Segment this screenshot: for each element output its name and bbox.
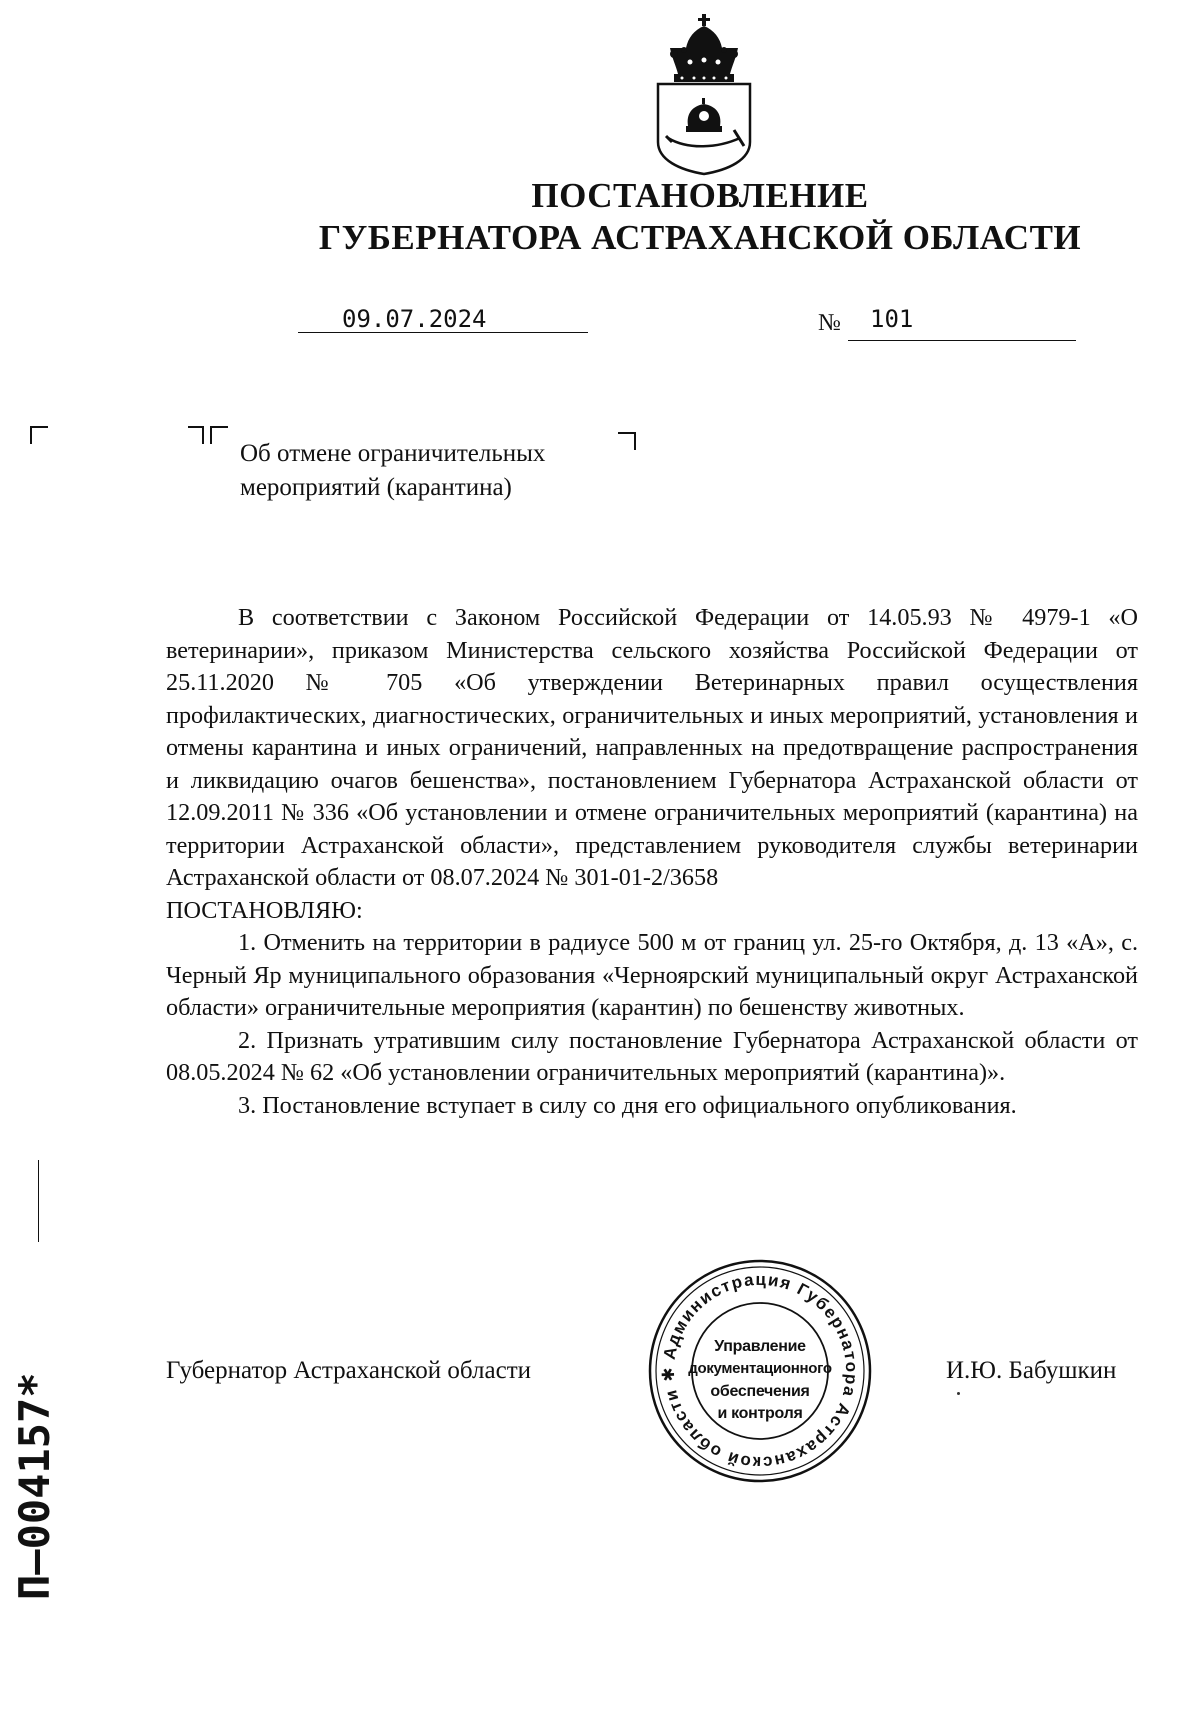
subject-line: Об отмене ограничительных	[240, 440, 546, 467]
subject-corner-mark	[618, 432, 636, 450]
document-number: 101	[870, 305, 914, 333]
document-body	[166, 602, 1138, 1122]
signatory-title: Губернатор Астраханской области	[166, 1357, 532, 1384]
issuer-title: ГУБЕРНАТОРА АСТРАХАНСКОЙ ОБЛАСТИ	[318, 218, 1082, 257]
margin-corner-mark	[30, 426, 48, 444]
decree-item: 2. Признать утратившим силу постановление Губернатора Астраханской области от 08.05.2024 № 62 «Об установлении ограничительных мероприятий (карантина)».	[166, 1026, 1138, 1086]
number-underline	[848, 340, 1076, 341]
form-serial-number: П–004157*	[10, 1372, 59, 1600]
decree-word: ПОСТАНОВЛЯЮ:	[166, 896, 363, 924]
margin-rule	[38, 1160, 39, 1242]
subject-corner-mark	[210, 426, 228, 444]
decree-item: 1. Отменить на территории в радиусе 500 м от границ ул. 25-го Октября, д. 13 «А», с. Черный Яр муниципального образования «Черноярский муниципальный округ Астраханской области» ограничительные мероприятия (карантин) по бешенству животных.	[166, 929, 1138, 1021]
preamble-paragraph: В соответствии с Законом Российской Федерации от 14.05.93 № 4979-1 «О ветеринарии», приказом Министерства сельского хозяйства Российской Федерации от 25.11.2020 № 705 «Об утверждении Ветеринарных правил осуществления профилактических, диагностических, ограничительных и иных мероприятий, установления и отмены карантина и иных ограничений, направленных на предотвращение распространения и ликвидацию очагов бешенства», постановлением Губернатора Астраханской области от 12.09.2011 № 336 «Об установлении и отмене ограничительных мероприятий (карантина) на территории Астраханской области», представлением руководителя службы ветеринарии Астраханской области от 08.07.2024 № 301-01-2/3658	[166, 604, 1138, 891]
signature-mark	[957, 1392, 960, 1395]
subject-line: мероприятий (карантина)	[240, 474, 512, 501]
decree-item: 3. Постановление вступает в силу со дня его официального опубликования.	[238, 1091, 1017, 1119]
stamp-ring-text: Администрация Губернатора Астраханской области ✱	[658, 1269, 862, 1473]
document-date: 09.07.2024	[342, 305, 487, 333]
stamp-center-line: Управление	[714, 1338, 806, 1355]
signatory-name: И.Ю. Бабушкин	[946, 1357, 1117, 1384]
stamp-center-line: и контроля	[717, 1405, 803, 1422]
stamp-center-line: обеспечения	[710, 1383, 810, 1400]
subject-corner-mark	[188, 426, 204, 444]
number-sign: №	[818, 310, 841, 336]
document-type-title: ПОСТАНОВЛЕНИЕ	[531, 176, 869, 215]
stamp-center-line: документационного	[688, 1360, 832, 1377]
date-underline	[298, 332, 588, 333]
coat-of-arms-icon	[648, 14, 760, 176]
